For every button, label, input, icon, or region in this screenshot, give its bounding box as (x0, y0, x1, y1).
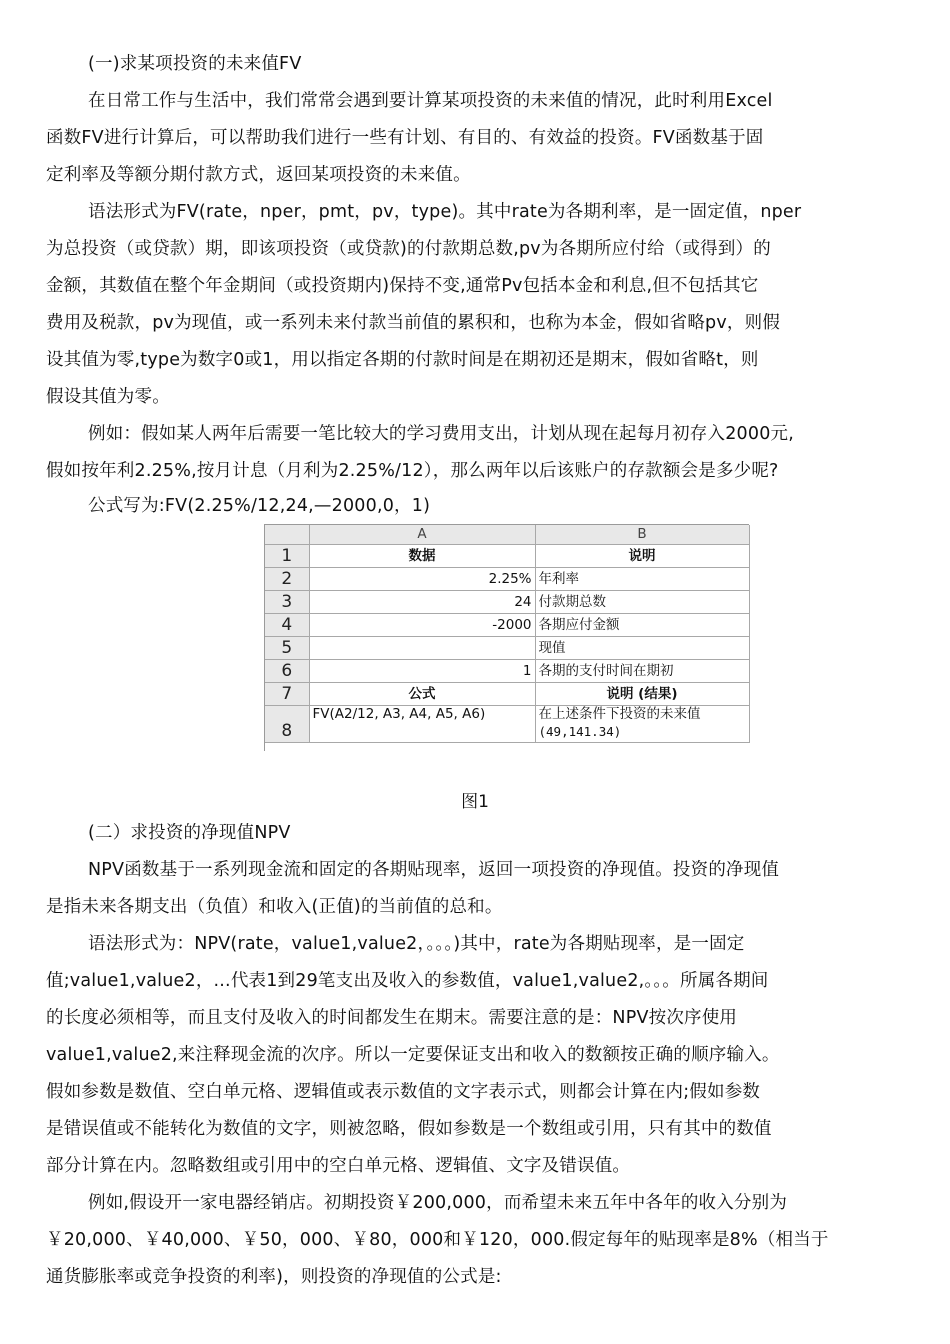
paragraph-line: 语法形式为：NPV(rate，value1,value2，。。。)其中，rate为各期贴现率，是一固定 (88, 934, 745, 954)
formula-line: 公式写为:FV(2.25%/12,24,—2000,0，1) (88, 496, 431, 516)
cell-a5 (309, 637, 535, 660)
paragraph-line: 假设其值为零。 (46, 387, 170, 407)
row-number: 3 (265, 591, 309, 614)
table-row (265, 683, 749, 706)
corner-cell (265, 525, 309, 545)
paragraph-line: 假如参数是数值、空白单元格、逻辑值或表示数值的文字表示式，则都会计算在内;假如参数 (46, 1082, 761, 1102)
row-number: 7 (265, 683, 309, 706)
cell-b8-description: 在上述条件下投资的未来值 (538, 706, 701, 722)
paragraph-line: 在日常工作与生活中，我们常常会遇到要计算某项投资的未来值的情况，此时利用Excel (88, 91, 773, 111)
cell-b8 (535, 706, 749, 743)
paragraph-line: 语法形式为FV(rate，nper，pmt，pv，type)。其中rate为各期利率，是一固定值，nper (88, 202, 802, 222)
paragraph-line: 设其值为零,type为数字0或1，用以指定各期的付款时间是在期初还是期末，假如省略t，则 (46, 350, 759, 370)
cell-b1: 说明 (535, 545, 749, 568)
paragraph-line: 的长度必须相等，而且支付及收入的时间都发生在期末。需要注意的是：NPV按次序使用 (46, 1008, 738, 1028)
paragraph-line: 函数FV进行计算后，可以帮助我们进行一些有计划、有目的、有效益的投资。FV函数基于固 (46, 128, 764, 148)
paragraph-line: 为总投资（或贷款）期，即该项投资（或贷款)的付款期总数,pv为各期所应付给（或得到）的 (46, 239, 771, 259)
table-row (265, 568, 749, 591)
paragraph-line: 金额，其数值在整个年金期间（或投资期内)保持不变,通常Pv包括本金和利息,但不包括其它 (46, 276, 759, 296)
paragraph-line: 例如,假设开一家电器经销店。初期投资￥200,000，而希望未来五年中各年的收入分别为 (88, 1193, 788, 1213)
paragraph-line: 定利率及等额分期付款方式，返回某项投资的未来值。 (46, 165, 471, 185)
cell-b4: 各期应付金额 (535, 614, 749, 637)
figure-caption: 图1 (461, 792, 489, 812)
column-header-b: B (535, 525, 749, 545)
cell-b7: 说明 (结果) (535, 683, 749, 706)
cell-b8-result: (49,141.34) (538, 724, 622, 739)
table-row (265, 591, 749, 614)
table-row (265, 614, 749, 637)
row-number: 8 (265, 706, 309, 743)
paragraph-line: NPV函数基于一系列现金流和固定的各期贴现率，返回一项投资的净现值。投资的净现值 (88, 860, 780, 880)
paragraph-line: 通货膨胀率或竞争投资的利率)，则投资的净现值的公式是: (46, 1267, 502, 1287)
row-number: 4 (265, 614, 309, 637)
spreadsheet-figure (264, 524, 749, 751)
table-row (265, 545, 749, 568)
cell-b2: 年利率 (535, 568, 749, 591)
paragraph-line: 例如：假如某人两年后需要一笔比较大的学习费用支出，计划从现在起每月初存入2000元, (88, 424, 794, 444)
cell-a1: 数据 (309, 545, 535, 568)
row-number: 2 (265, 568, 309, 591)
cell-a7: 公式 (309, 683, 535, 706)
section1-heading: (一)求某项投资的未来值FV (88, 54, 302, 74)
section2-heading: (二）求投资的净现值NPV (88, 823, 291, 843)
table-row (265, 660, 749, 683)
paragraph-line: 值;value1,value2，...代表1到29笔支出及收入的参数值，value1,value2,。。。所属各期间 (46, 971, 769, 991)
paragraph-line: 部分计算在内。忽略数组或引用中的空白单元格、逻辑值、文字及错误值。 (46, 1156, 631, 1176)
cell-b5: 现值 (535, 637, 749, 660)
row-number: 5 (265, 637, 309, 660)
column-header-a: A (309, 525, 535, 545)
row-number: 1 (265, 545, 309, 568)
paragraph-line: value1,value2,来注释现金流的次序。所以一定要保证支出和收入的数额按正确的顺序输入。 (46, 1045, 780, 1065)
paragraph-line: 费用及税款，pv为现值，或一系列未来付款当前值的累积和，也称为本金，假如省略pv，则假 (46, 313, 781, 333)
cell-a3: 24 (309, 591, 535, 614)
cell-b3: 付款期总数 (535, 591, 749, 614)
table-row (265, 637, 749, 660)
cell-a4: -2000 (309, 614, 535, 637)
paragraph-line: 是错误值或不能转化为数值的文字，则被忽略，假如参数是一个数组或引用，只有其中的数值 (46, 1119, 772, 1139)
cell-a6: 1 (309, 660, 535, 683)
paragraph-line: 是指未来各期支出（负值）和收入(正值)的当前值的总和。 (46, 897, 503, 917)
cell-a8: FV(A2/12, A3, A4, A5, A6) (309, 706, 535, 743)
cell-b6: 各期的支付时间在期初 (535, 660, 749, 683)
cell-a2: 2.25% (309, 568, 535, 591)
table-row (265, 706, 749, 743)
paragraph-line: 假如按年利2.25%,按月计息（月利为2.25%/12），那么两年以后该账户的存款额会是多少呢? (46, 461, 779, 481)
paragraph-line: ￥20,000、￥40,000、￥50，000、￥80，000和￥120，000.假定每年的贴现率是8%（相当于 (46, 1230, 829, 1250)
column-header-row (265, 525, 749, 545)
row-number: 6 (265, 660, 309, 683)
